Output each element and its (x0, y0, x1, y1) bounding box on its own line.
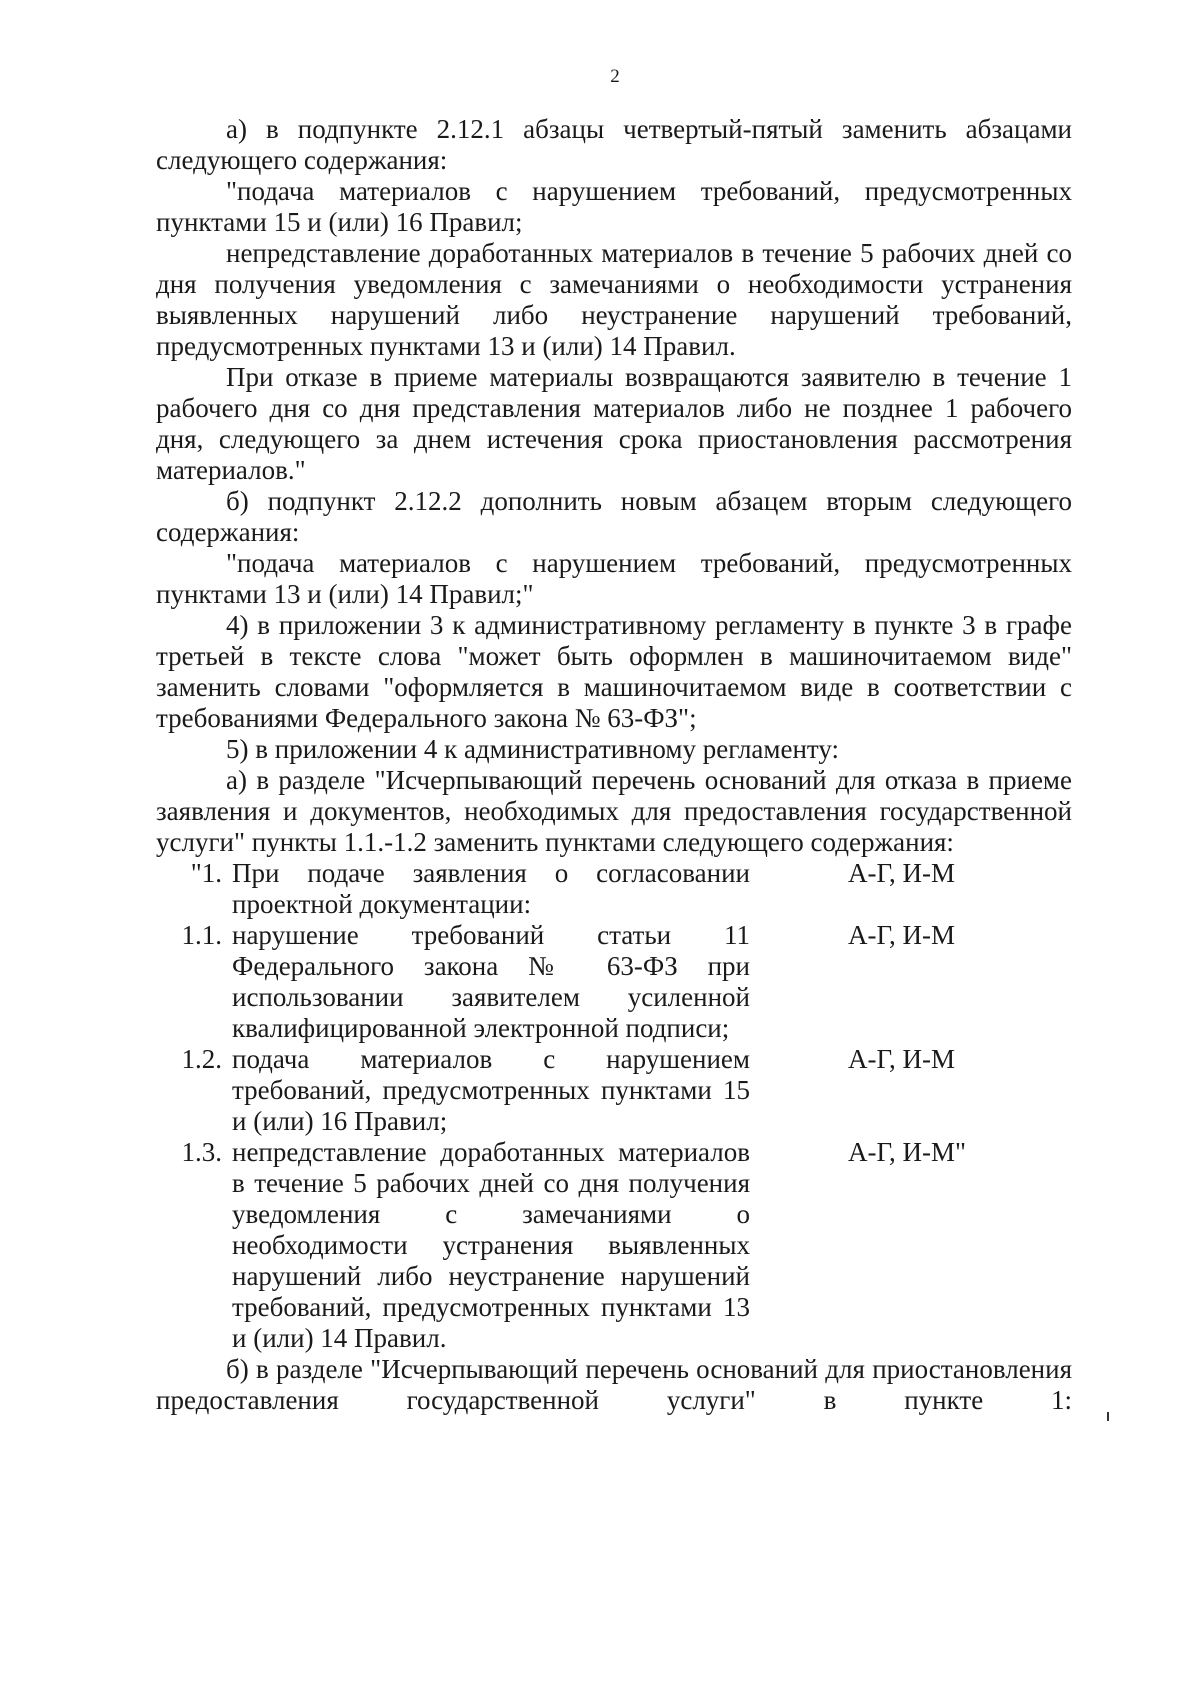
table-row (156, 1044, 1072, 1137)
row-text: При подаче заявления о согласовании проектной документации: (232, 858, 750, 919)
paragraph-quoted-submission-violation: "подача материалов с нарушением требований, предусмотренных пунктами 15 и (или) 16 Правил; (156, 176, 1072, 237)
row-number: "1. (190, 858, 222, 888)
paragraph-quoted-rules-13-14: "подача материалов с нарушением требований, предусмотренных пунктами 13 и (или) 14 Правил;" (156, 548, 1072, 609)
row-text: нарушение требований статьи 11 Федерального закона № 63-ФЗ при использовании заявителем усиленной квалифицированной электронной подписи; (232, 920, 750, 1043)
row-applicability-code: А-Г, И-М" (848, 1137, 967, 1167)
paragraph-section-refusal-grounds: а) в разделе "Исчерпывающий перечень оснований для отказа в приеме заявления и документов, необходимых для предоставления государственной услуги" пункты 1.1.-1.2 заменить пунктами следующего содержания: (156, 765, 1072, 857)
row-text: подача материалов с нарушением требований, предусмотренных пунктами 15 и (или) 16 Правил; (232, 1044, 750, 1136)
paragraph-appendix-3: 4) в приложении 3 к административному регламенту в пункте 3 в графе третьей в тексте слова "может быть оформлен в машиночитаемом виде" заменить словами "оформляется в машиночитаемом виде в соответствии с требованиями Федерального закона № 63-ФЗ"; (156, 610, 1072, 733)
row-applicability-code: А-Г, И-М (848, 920, 956, 950)
paragraph-section-suspension-grounds: б) в разделе "Исчерпывающий перечень оснований для приостановления предоставления государственной услуги" в пункте 1: (156, 1354, 1072, 1415)
row-number: 1.1. (181, 920, 222, 950)
row-number: 1.2. (181, 1044, 222, 1074)
table-row (156, 920, 1072, 1044)
table-row (156, 1137, 1072, 1354)
table-row (156, 858, 1072, 920)
row-applicability-code: А-Г, И-М (848, 858, 956, 888)
paragraph-non-submission: непредставление доработанных материалов в течение 5 рабочих дней со дня получения уведомления с замечаниями о необходимости устранения выявленных нарушений либо неустранение нарушений требований, предусмотренных пунктами 13 и (или) 14 Правил. (156, 238, 1072, 361)
grounds-table (156, 858, 1072, 1354)
scan-speck (1107, 1412, 1109, 1421)
paragraph-refusal-return: При отказе в приеме материалы возвращаются заявителю в течение 1 рабочего дня со дня представления материалов либо не позднее 1 рабочего дня, следующего за днем истечения срока приостановления рассмотрения материалов." (156, 362, 1072, 485)
paragraph-appendix-4: 5) в приложении 4 к административному регламенту: (226, 734, 840, 764)
row-applicability-code: А-Г, И-М (848, 1044, 956, 1074)
row-text: непредставление доработанных материалов в течение 5 рабочих дней со дня получения уведомления с замечаниями о необходимости устранения выявленных нарушений либо неустранение нарушений требований, предусмотренных пунктами 13 и (или) 14 Правил. (232, 1137, 750, 1353)
paragraph-amend-2-12-1: а) в подпункте 2.12.1 абзацы четвертый-пятый заменить абзацами следующего содержания: (156, 114, 1072, 175)
row-number: 1.3. (181, 1137, 222, 1167)
paragraph-amend-2-12-2: б) подпункт 2.12.2 дополнить новым абзацем вторым следующего содержания: (156, 486, 1072, 547)
document-body (156, 114, 1072, 1416)
page-number: 2 (610, 66, 620, 87)
